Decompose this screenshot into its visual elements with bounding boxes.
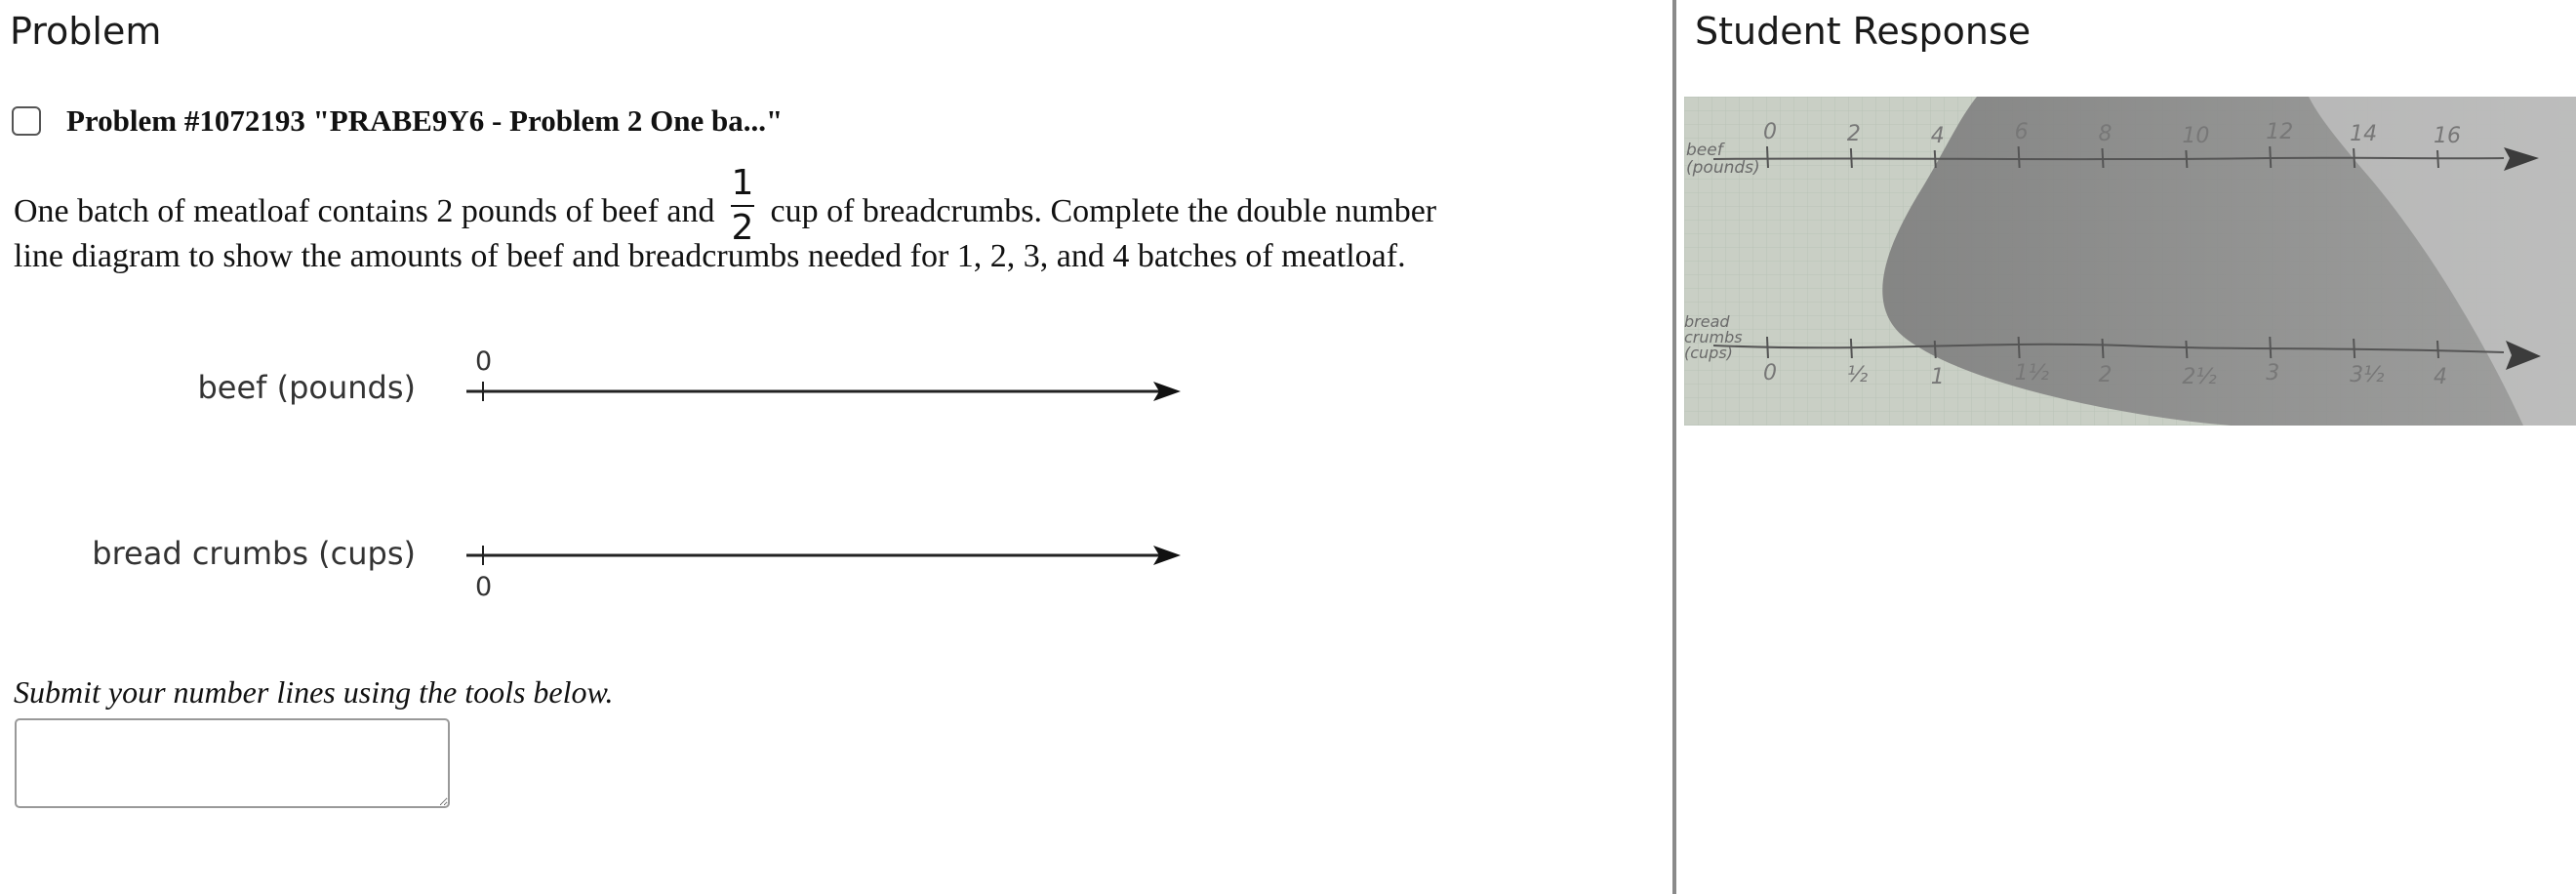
student-beef-label-2: (pounds) [1686,158,1760,178]
student-bread-tick [2270,337,2271,358]
bread-crumbs-number-line [459,537,1200,576]
student-bread-tick [2437,341,2438,358]
student-beef-tick [1935,150,1936,168]
student-bread-label-1: bread [1684,312,1730,331]
student-beef-tick-label: 6 [2014,120,2029,144]
student-beef-tick [1851,148,1852,168]
student-beef-tick [2186,150,2187,168]
student-response-title: Student Response [1695,10,2032,53]
student-beef-tick-label: 12 [2266,120,2294,144]
student-beef-tick-label: 2 [1846,122,1861,146]
student-beef-tick [2270,146,2271,168]
answer-textarea[interactable] [15,718,450,808]
student-bread-tick [2186,341,2187,358]
fraction-one-half [731,164,754,248]
student-bread-tick-label: 0 [1763,361,1777,386]
student-bread-tick [1935,341,1936,358]
problem-checkbox[interactable] [12,106,41,136]
problem-panel-title: Problem [10,10,162,53]
student-beef-tick-label: 8 [2098,122,2113,146]
student-bread-tick-label: 4 [2434,365,2447,389]
student-bread-tick-label: 3½ [2350,363,2385,387]
student-response-panel [1676,0,2576,894]
student-bread-label-3: (cups) [1684,344,1733,362]
student-bread-tick [1767,337,1768,358]
student-beef-tick-label: 4 [1930,124,1945,148]
bread-crumbs-cups-label: bread crumbs (cups) [92,535,416,572]
statement-part-1: One batch of meatloaf contains 2 pounds of beef and [14,192,715,229]
statement-part-2: cup of breadcrumbs. Complete the double number [770,192,1437,229]
student-bread-tick [2354,339,2355,358]
student-beef-tick-label: 16 [2434,124,2461,148]
student-bread-tick [2103,339,2104,358]
student-beef-tick-label: 14 [2350,122,2378,146]
student-beef-label-1: beef [1686,141,1723,160]
student-bread-tick-label: 1½ [2014,361,2049,386]
student-beef-tick-label: 10 [2182,124,2210,148]
problem-header [12,102,783,141]
fraction-bar [731,205,754,207]
student-beef-tick-label: 0 [1763,120,1777,144]
student-bread-tick [1851,339,1852,358]
student-beef-tick [2437,150,2438,168]
bread-crumbs-zero-tick-label: 0 [475,572,493,602]
student-beef-tick [1767,146,1768,168]
student-beef-tick [2354,148,2355,168]
problem-statement-line-2: line diagram to show the amounts of beef and breadcrumbs needed for 1, 2, 3, and 4 batches of meatloaf. [14,238,1406,274]
submission-instruction: Submit your number lines using the tools below. [14,674,614,710]
student-response-photo [1684,97,2576,426]
beef-number-line [459,373,1200,412]
student-beef-tick [2019,146,2020,168]
beef-zero-tick-label: 0 [475,346,493,377]
student-bread-tick-label: 2 [2098,363,2113,387]
student-bread-tick-label: ½ [1846,363,1869,387]
fraction-denominator: 2 [731,208,754,248]
student-bread-tick [2019,337,2020,358]
student-bread-tick-label: 2½ [2182,365,2217,389]
beef-pounds-label: beef (pounds) [197,369,416,406]
fraction-numerator: 1 [731,163,754,203]
student-work-image [1684,97,2576,426]
student-bread-tick-label: 1 [1930,365,1945,389]
student-bread-label-2: crumbs [1684,328,1743,346]
student-beef-tick [2103,148,2104,168]
student-bread-tick-label: 3 [2266,361,2280,386]
problem-title: Problem #1072193 "PRABE9Y6 - Problem 2 One ba..." [66,103,784,138]
